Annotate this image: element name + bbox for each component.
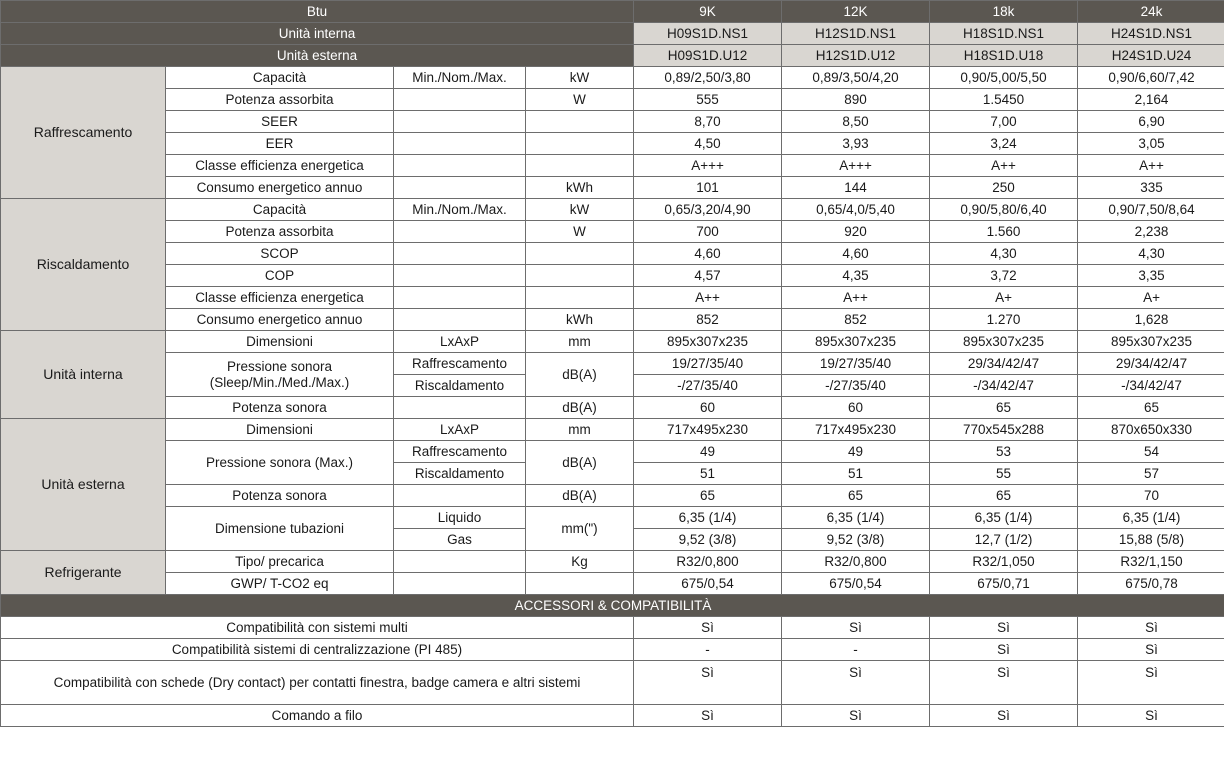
value-cell: 29/34/42/47 <box>1078 353 1224 375</box>
group-label-refrigerant: Refrigerante <box>1 551 166 595</box>
table-row <box>1 441 1224 463</box>
value-cell: 250 <box>930 177 1078 199</box>
value-cell: 770x545x288 <box>930 419 1078 441</box>
indoor-model-24k: H24S1D.NS1 <box>1078 23 1224 45</box>
value-cell: -/34/42/47 <box>930 375 1078 397</box>
param-sub-liquid: Liquido <box>394 507 526 529</box>
value-cell: 675/0,54 <box>634 573 782 595</box>
param-sub-cooling: Raffrescamento <box>394 353 526 375</box>
value-cell: 6,35 (1/4) <box>930 507 1078 529</box>
value-cell: 0,89/2,50/3,80 <box>634 67 782 89</box>
accessory-label: Compatibilità con schede (Dry contact) per contatti finestra, badge camera e altri sistemi <box>1 661 634 705</box>
param-sub-heating: Riscaldamento <box>394 463 526 485</box>
param-sub <box>394 89 526 111</box>
value-cell: A++ <box>930 155 1078 177</box>
param-label: Potenza assorbita <box>166 221 394 243</box>
header-row-indoor-model <box>1 23 1224 45</box>
value-cell: 3,72 <box>930 265 1078 287</box>
value-cell: Sì <box>930 617 1078 639</box>
value-cell: 0,89/3,50/4,20 <box>782 67 930 89</box>
param-sub <box>394 287 526 309</box>
value-cell: -/34/42/47 <box>1078 375 1224 397</box>
value-cell: 60 <box>634 397 782 419</box>
value-cell: 8,70 <box>634 111 782 133</box>
value-cell: Sì <box>1078 661 1224 705</box>
header-btu-9k: 9K <box>634 1 782 23</box>
accessory-label: Comando a filo <box>1 705 634 727</box>
value-cell: 51 <box>782 463 930 485</box>
value-cell: 29/34/42/47 <box>930 353 1078 375</box>
value-cell: 65 <box>930 485 1078 507</box>
table-row <box>1 133 1224 155</box>
value-cell: 4,30 <box>930 243 1078 265</box>
value-cell: Sì <box>930 639 1078 661</box>
value-cell: 3,35 <box>1078 265 1224 287</box>
param-sub: Min./Nom./Max. <box>394 67 526 89</box>
param-sub <box>394 573 526 595</box>
param-label: Potenza sonora <box>166 397 394 419</box>
value-cell: 895x307x235 <box>930 331 1078 353</box>
param-sub <box>394 155 526 177</box>
value-cell: 4,60 <box>782 243 930 265</box>
value-cell: Sì <box>634 705 782 727</box>
param-label: Dimensioni <box>166 419 394 441</box>
value-cell: 4,50 <box>634 133 782 155</box>
value-cell: 700 <box>634 221 782 243</box>
param-unit <box>526 287 634 309</box>
table-row <box>1 573 1224 595</box>
value-cell: 717x495x230 <box>782 419 930 441</box>
param-unit: kW <box>526 67 634 89</box>
value-cell: 2,164 <box>1078 89 1224 111</box>
indoor-model-9k: H09S1D.NS1 <box>634 23 782 45</box>
value-cell: Sì <box>1078 639 1224 661</box>
param-unit <box>526 243 634 265</box>
value-cell: 8,50 <box>782 111 930 133</box>
indoor-model-12k: H12S1D.NS1 <box>782 23 930 45</box>
value-cell: 675/0,54 <box>782 573 930 595</box>
value-cell: Sì <box>1078 705 1224 727</box>
param-sub <box>394 397 526 419</box>
value-cell: 675/0,71 <box>930 573 1078 595</box>
table-row <box>1 309 1224 331</box>
param-unit: W <box>526 89 634 111</box>
value-cell: R32/1,050 <box>930 551 1078 573</box>
value-cell: A+ <box>1078 287 1224 309</box>
param-label-sound-pressure <box>166 353 394 397</box>
param-sub <box>394 265 526 287</box>
value-cell: A+++ <box>634 155 782 177</box>
header-btu-label: Btu <box>1 1 634 23</box>
value-cell: 49 <box>634 441 782 463</box>
value-cell: 675/0,78 <box>1078 573 1224 595</box>
value-cell: Sì <box>634 661 782 705</box>
param-unit: kWh <box>526 177 634 199</box>
group-label-indoor-unit: Unità interna <box>1 331 166 419</box>
param-sub <box>394 243 526 265</box>
param-sub <box>394 551 526 573</box>
value-cell: 60 <box>782 397 930 419</box>
value-cell: Sì <box>930 661 1078 705</box>
table-row <box>1 419 1224 441</box>
param-unit <box>526 111 634 133</box>
value-cell: 101 <box>634 177 782 199</box>
value-cell: 2,238 <box>1078 221 1224 243</box>
value-cell: A++ <box>1078 155 1224 177</box>
group-label-outdoor-unit: Unità esterna <box>1 419 166 551</box>
table-row <box>1 243 1224 265</box>
value-cell: 4,35 <box>782 265 930 287</box>
param-unit: dB(A) <box>526 485 634 507</box>
value-cell: A+ <box>930 287 1078 309</box>
param-label: SEER <box>166 111 394 133</box>
value-cell: 51 <box>634 463 782 485</box>
param-label: Capacità <box>166 67 394 89</box>
table-row <box>1 221 1224 243</box>
param-label: Potenza assorbita <box>166 89 394 111</box>
value-cell: 65 <box>782 485 930 507</box>
table-row <box>1 485 1224 507</box>
param-unit: W <box>526 221 634 243</box>
value-cell: R32/0,800 <box>782 551 930 573</box>
table-row <box>1 177 1224 199</box>
param-unit <box>526 133 634 155</box>
sound-pressure-line1: Pressione sonora <box>226 358 333 374</box>
value-cell: 895x307x235 <box>782 331 930 353</box>
table-row <box>1 265 1224 287</box>
table-row <box>1 617 1224 639</box>
value-cell: 0,90/5,00/5,50 <box>930 67 1078 89</box>
value-cell: 53 <box>930 441 1078 463</box>
value-cell: 12,7 (1/2) <box>930 529 1078 551</box>
param-label: GWP/ T-CO2 eq <box>166 573 394 595</box>
param-sub <box>394 485 526 507</box>
value-cell: 6,90 <box>1078 111 1224 133</box>
accessories-section-title: ACCESSORI & COMPATIBILITÀ <box>1 595 1224 617</box>
value-cell: 3,24 <box>930 133 1078 155</box>
value-cell: 1.560 <box>930 221 1078 243</box>
value-cell: 19/27/35/40 <box>782 353 930 375</box>
accessory-label: Compatibilità sistemi di centralizzazione (PI 485) <box>1 639 634 661</box>
value-cell: 6,35 (1/4) <box>782 507 930 529</box>
table-row <box>1 639 1224 661</box>
outdoor-model-12k: H12S1D.U12 <box>782 45 930 67</box>
param-label: SCOP <box>166 243 394 265</box>
value-cell: 0,90/7,50/8,64 <box>1078 199 1224 221</box>
value-cell: 65 <box>930 397 1078 419</box>
table-row <box>1 397 1224 419</box>
value-cell: A++ <box>782 287 930 309</box>
param-sub <box>394 309 526 331</box>
value-cell: 0,90/6,60/7,42 <box>1078 67 1224 89</box>
sound-pressure-line2: (Sleep/Min./Med./Max.) <box>209 374 350 390</box>
value-cell: 15,88 (5/8) <box>1078 529 1224 551</box>
value-cell: 717x495x230 <box>634 419 782 441</box>
group-label-cooling: Raffrescamento <box>1 67 166 199</box>
value-cell: 0,65/3,20/4,90 <box>634 199 782 221</box>
param-sub: LxAxP <box>394 331 526 353</box>
value-cell: 895x307x235 <box>634 331 782 353</box>
value-cell: Sì <box>634 617 782 639</box>
param-label: Tipo/ precarica <box>166 551 394 573</box>
table-row <box>1 353 1224 375</box>
header-btu-12k: 12K <box>782 1 930 23</box>
param-sub <box>394 177 526 199</box>
outdoor-model-24k: H24S1D.U24 <box>1078 45 1224 67</box>
table-row <box>1 331 1224 353</box>
value-cell: 70 <box>1078 485 1224 507</box>
value-cell: 65 <box>634 485 782 507</box>
param-unit: kWh <box>526 309 634 331</box>
header-indoor-label: Unità interna <box>1 23 634 45</box>
value-cell: 1,628 <box>1078 309 1224 331</box>
param-label: COP <box>166 265 394 287</box>
value-cell: R32/0,800 <box>634 551 782 573</box>
param-label: Classe efficienza energetica <box>166 155 394 177</box>
value-cell: 870x650x330 <box>1078 419 1224 441</box>
param-label-sound-pressure-max: Pressione sonora (Max.) <box>166 441 394 485</box>
param-label-pipe-size: Dimensione tubazioni <box>166 507 394 551</box>
value-cell: 4,30 <box>1078 243 1224 265</box>
param-unit: mm <box>526 419 634 441</box>
param-sub <box>394 133 526 155</box>
value-cell: 4,60 <box>634 243 782 265</box>
value-cell: 54 <box>1078 441 1224 463</box>
value-cell: 3,05 <box>1078 133 1224 155</box>
table-row <box>1 67 1224 89</box>
param-label: Capacità <box>166 199 394 221</box>
value-cell: - <box>634 639 782 661</box>
param-unit <box>526 265 634 287</box>
value-cell: 920 <box>782 221 930 243</box>
param-sub <box>394 111 526 133</box>
header-btu-24k: 24k <box>1078 1 1224 23</box>
value-cell: 1.270 <box>930 309 1078 331</box>
value-cell: 852 <box>634 309 782 331</box>
param-label: Consumo energetico annuo <box>166 177 394 199</box>
table-row <box>1 551 1224 573</box>
value-cell: 890 <box>782 89 930 111</box>
table-row <box>1 661 1224 705</box>
header-outdoor-label: Unità esterna <box>1 45 634 67</box>
value-cell: 9,52 (3/8) <box>634 529 782 551</box>
value-cell: 3,93 <box>782 133 930 155</box>
param-unit: mm <box>526 331 634 353</box>
param-sub-heating: Riscaldamento <box>394 375 526 397</box>
table-row <box>1 507 1224 529</box>
value-cell: 65 <box>1078 397 1224 419</box>
table-row <box>1 199 1224 221</box>
param-sub <box>394 221 526 243</box>
value-cell: 19/27/35/40 <box>634 353 782 375</box>
value-cell: Sì <box>782 617 930 639</box>
value-cell: - <box>782 639 930 661</box>
table-row <box>1 155 1224 177</box>
param-unit: mm(") <box>526 507 634 551</box>
value-cell: -/27/35/40 <box>782 375 930 397</box>
value-cell: Sì <box>782 661 930 705</box>
table-row <box>1 705 1224 727</box>
param-sub: LxAxP <box>394 419 526 441</box>
param-unit: Kg <box>526 551 634 573</box>
param-unit <box>526 573 634 595</box>
value-cell: 6,35 (1/4) <box>1078 507 1224 529</box>
table-row <box>1 89 1224 111</box>
value-cell: 335 <box>1078 177 1224 199</box>
group-label-heating: Riscaldamento <box>1 199 166 331</box>
header-row-btu <box>1 1 1224 23</box>
param-label: EER <box>166 133 394 155</box>
value-cell: 895x307x235 <box>1078 331 1224 353</box>
value-cell: 852 <box>782 309 930 331</box>
value-cell: 144 <box>782 177 930 199</box>
param-unit: dB(A) <box>526 353 634 397</box>
section-header-accessories <box>1 595 1224 617</box>
indoor-model-18k: H18S1D.NS1 <box>930 23 1078 45</box>
value-cell: 9,52 (3/8) <box>782 529 930 551</box>
value-cell: 55 <box>930 463 1078 485</box>
value-cell: R32/1,150 <box>1078 551 1224 573</box>
value-cell: 0,90/5,80/6,40 <box>930 199 1078 221</box>
table-row <box>1 287 1224 309</box>
value-cell: A+++ <box>782 155 930 177</box>
value-cell: 6,35 (1/4) <box>634 507 782 529</box>
header-btu-18k: 18k <box>930 1 1078 23</box>
param-sub: Min./Nom./Max. <box>394 199 526 221</box>
param-sub-cooling: Raffrescamento <box>394 441 526 463</box>
accessory-label: Compatibilità con sistemi multi <box>1 617 634 639</box>
value-cell: 0,65/4,0/5,40 <box>782 199 930 221</box>
param-label: Classe efficienza energetica <box>166 287 394 309</box>
value-cell: -/27/35/40 <box>634 375 782 397</box>
header-row-outdoor-model <box>1 45 1224 67</box>
param-label: Dimensioni <box>166 331 394 353</box>
value-cell: 4,57 <box>634 265 782 287</box>
param-unit: dB(A) <box>526 441 634 485</box>
table-row <box>1 111 1224 133</box>
param-sub-gas: Gas <box>394 529 526 551</box>
value-cell: 555 <box>634 89 782 111</box>
value-cell: Sì <box>1078 617 1224 639</box>
outdoor-model-18k: H18S1D.U18 <box>930 45 1078 67</box>
value-cell: 57 <box>1078 463 1224 485</box>
param-label: Consumo energetico annuo <box>166 309 394 331</box>
param-unit: kW <box>526 199 634 221</box>
value-cell: Sì <box>930 705 1078 727</box>
value-cell: Sì <box>782 705 930 727</box>
param-unit <box>526 155 634 177</box>
param-label: Potenza sonora <box>166 485 394 507</box>
param-unit: dB(A) <box>526 397 634 419</box>
value-cell: 7,00 <box>930 111 1078 133</box>
value-cell: 1.5450 <box>930 89 1078 111</box>
value-cell: A++ <box>634 287 782 309</box>
value-cell: 49 <box>782 441 930 463</box>
outdoor-model-9k: H09S1D.U12 <box>634 45 782 67</box>
